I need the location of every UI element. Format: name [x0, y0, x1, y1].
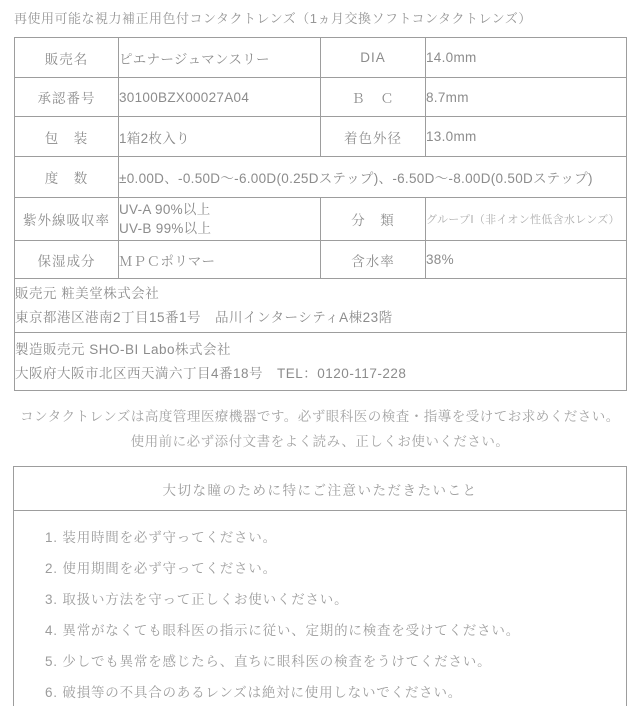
classification-value: グループⅠ（非イオン性低含水レンズ）	[426, 198, 627, 241]
caution-item: 4. 異常がなくても眼科医の指示に従い、定期的に検査を受けてください。	[45, 623, 521, 638]
water-content-value: 38%	[426, 241, 627, 279]
bc-label: Ｂ Ｃ	[321, 78, 426, 117]
table-row	[15, 117, 627, 157]
caution-list	[14, 511, 626, 706]
caution-item: 3. 取扱い方法を守って正しくお使いください。	[45, 592, 349, 607]
moisture-ingredient-label: 保湿成分	[15, 241, 119, 279]
sales-name-label: 販売名	[15, 38, 119, 78]
power-value: ±0.00D、-0.50D〜-6.00D(0.25Dステップ)、-6.50D〜-8.00D(0.50Dステップ)	[119, 157, 627, 198]
caution-item: 2. 使用期間を必ず守ってください。	[45, 561, 277, 576]
table-row	[15, 333, 627, 391]
table-row	[15, 78, 627, 117]
manufacturer-address: 大阪府大阪市北区西天満六丁目4番18号 TEL：0120-117-228	[15, 365, 407, 381]
manufacturer-info	[15, 333, 627, 391]
sales-name-value: ピエナージュマンスリー	[119, 38, 321, 78]
approval-number-value: 30100BZX00027A04	[119, 78, 321, 117]
notice-line: コンタクトレンズは高度管理医療機器です。必ず眼科医の検査・指導を受けてお求めください。	[20, 409, 620, 424]
uv-absorption-label: 紫外線吸収率	[15, 198, 119, 241]
seller-address: 東京都港区港南2丁目15番1号 品川インターシティA棟23階	[15, 309, 393, 325]
table-row	[15, 241, 627, 279]
page-title: 再使用可能な視力補正用色付コンタクトレンズ（1ヵ月交換ソフトコンタクトレンズ）	[14, 11, 532, 26]
moisture-ingredient-value: ＭＰＣポリマー	[119, 241, 321, 279]
seller-info	[15, 279, 627, 333]
table-row	[15, 38, 627, 78]
uv-absorption-value	[119, 198, 321, 241]
uv-a-value: UV-A 90%以上	[119, 202, 211, 217]
tint-diameter-label: 着色外径	[321, 117, 426, 157]
power-label: 度 数	[15, 157, 119, 198]
table-row	[15, 279, 627, 333]
caution-item: 1. 装用時間を必ず守ってください。	[45, 530, 277, 545]
approval-number-label: 承認番号	[15, 78, 119, 117]
notice-line: 使用前に必ず添付文書をよく読み、正しくお使いください。	[130, 434, 510, 449]
caution-box	[13, 466, 627, 706]
packaging-value: 1箱2枚入り	[119, 117, 321, 157]
manufacturer-name: 製造販売元 SHO-BI Labo株式会社	[15, 341, 232, 357]
water-content-label: 含水率	[321, 241, 426, 279]
dia-label: DIA	[321, 38, 426, 78]
medical-device-notice	[0, 404, 640, 454]
uv-b-value: UV-B 99%以上	[119, 221, 212, 236]
classification-label: 分 類	[321, 198, 426, 241]
spec-table	[14, 37, 627, 391]
dia-value: 14.0mm	[426, 38, 627, 78]
tint-diameter-value: 13.0mm	[426, 117, 627, 157]
caution-item: 6. 破損等の不具合のあるレンズは絶対に使用しないでください。	[45, 685, 463, 700]
caution-box-title: 大切な瞳のために特にご注意いただきたいこと	[14, 467, 626, 511]
bc-value: 8.7mm	[426, 78, 627, 117]
caution-item: 5. 少しでも異常を感じたら、直ちに眼科医の検査をうけてください。	[45, 654, 492, 669]
table-row	[15, 198, 627, 241]
packaging-label: 包 装	[15, 117, 119, 157]
table-row	[15, 157, 627, 198]
seller-name: 販売元 粧美堂株式会社	[15, 285, 160, 301]
